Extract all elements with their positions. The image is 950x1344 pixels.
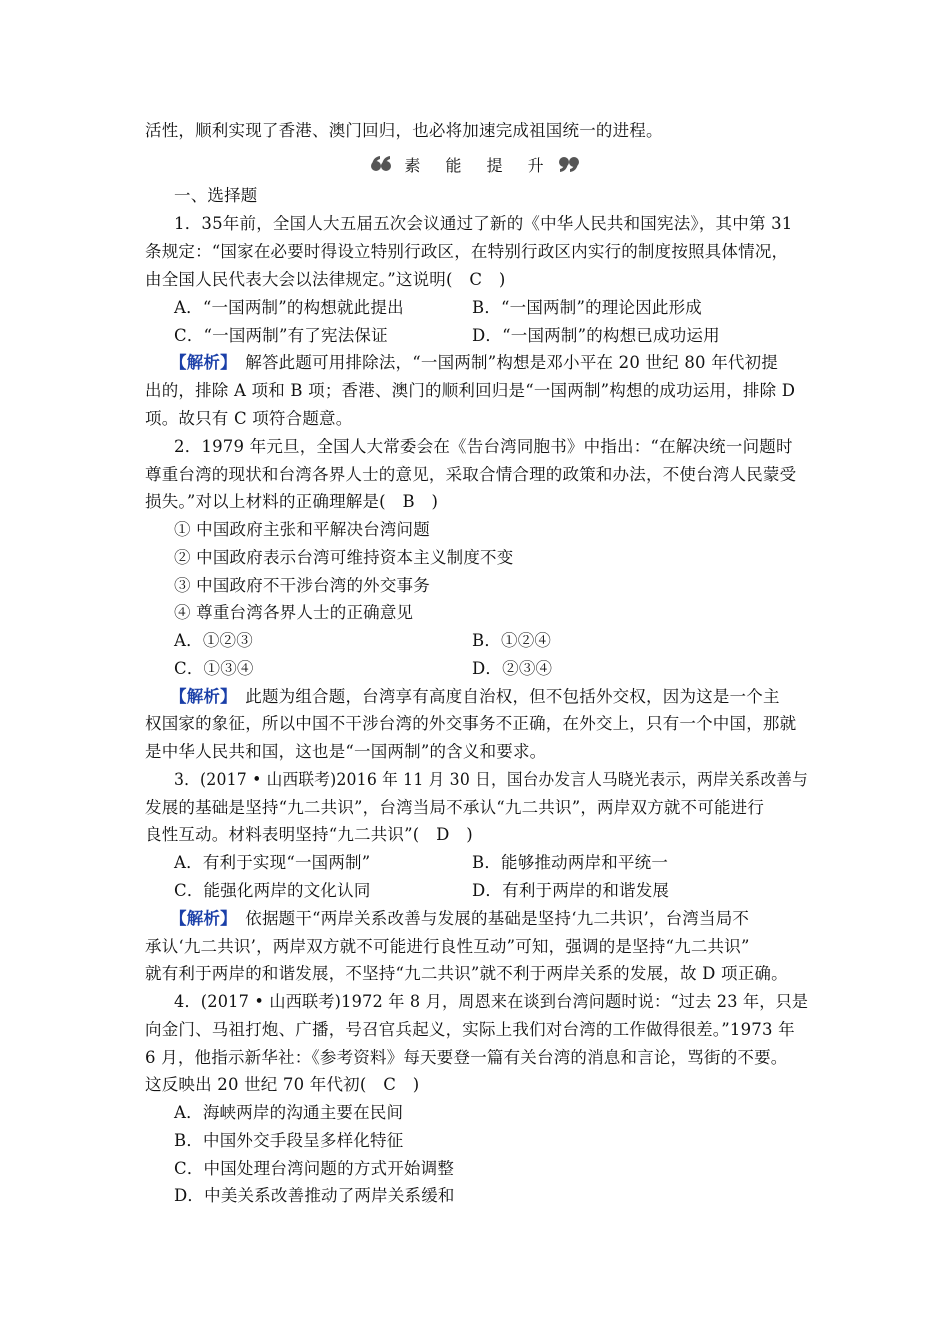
q1-line-1: 1．35年前，全国人大五届五次会议通过了新的《中华人民共和国宪法》，其中第 31 [174, 214, 793, 233]
section-heading: 一、选择题 [174, 186, 258, 205]
q2-analysis-line-3: 是中华人民共和国，这也是“一国两制”的含义和要求。 [145, 742, 547, 761]
q3-option-d: D．有利于两岸的和谐发展 [472, 881, 670, 900]
q3-option-a: A．有利于实现“一国两制” [174, 853, 371, 872]
close-quote-icon [558, 154, 580, 174]
q4-line-1: 4．(2017 • 山西联考)1972 年 8 月，周恩来在谈到台湾问题时说：“过去 23 年，只是 [174, 992, 809, 1011]
q3-option-b: B．能够推动两岸和平统一 [472, 853, 669, 872]
q3-analysis-line-3: 就有利于两岸的和谐发展，不坚持“九二共识”就不利于两岸关系的发展，故 D 项正确。 [145, 964, 788, 983]
q3-line-2: 发展的基础是坚持“九二共识”，台湾当局不承认“九二共识”，两岸双方就不可能进行 [145, 798, 765, 817]
q1-line-3: 由全国人民代表大会以法律规定。”这说明( C ) [145, 270, 506, 289]
banner-title: 素 能 提 升 [404, 155, 554, 175]
q4-line-4: 这反映出 20 世纪 70 年代初( C ) [145, 1075, 420, 1094]
q1-analysis-text-1: 解答此题可用排除法，“一国两制”构想是邓小平在 20 世纪 80 年代初提 [228, 353, 779, 372]
q4-line-2: 向金门、马祖打炮、广播，号召官兵起义，实际上我们对台湾的工作做得很差。”1973 年 [145, 1020, 795, 1039]
q1-option-c: C．“一国两制”有了宪法保证 [174, 326, 388, 345]
q2-analysis-text-1: 此题为组合题，台湾享有高度自治权，但不包括外交权，因为这是一个主 [228, 687, 780, 706]
q2-line-1: 2．1979 年元旦，全国人大常委会在《告台湾同胞书》中指出：“在解决统一问题时 [174, 437, 793, 456]
q1-analysis-line-2: 出的，排除 A 项和 B 项；香港、澳门的顺利回归是“一国两制”构想的成功运用，排除 D [145, 381, 796, 400]
section-banner [0, 150, 950, 178]
q2-line-3: 损失。”对以上材料的正确理解是( B ) [145, 492, 439, 511]
q3-option-c: C．能强化两岸的文化认同 [174, 881, 371, 900]
q2-analysis-line-2: 权国家的象征，所以中国不干涉台湾的外交事务不正确，在外交上，只有一个中国，那就 [145, 714, 797, 733]
q3-line-3: 良性互动。材料表明坚持“九二共识”( D ) [145, 825, 473, 844]
q2-analysis-line-1 [170, 686, 780, 708]
q4-option-b: B．中国外交手段呈多样化特征 [174, 1131, 404, 1150]
q1-analysis-line-3: 项。故只有 C 项符合题意。 [145, 409, 353, 428]
q2-item-3: ③ 中国政府不干涉台湾的外交事务 [174, 576, 430, 595]
q2-option-c: C．①③④ [174, 659, 254, 678]
q2-item-1: ① 中国政府主张和平解决台湾问题 [174, 520, 430, 539]
q2-option-a: A．①②③ [174, 631, 253, 650]
q2-item-4: ④ 尊重台湾各界人士的正确意见 [174, 603, 414, 622]
q3-analysis-text-1: 依据题干“两岸关系改善与发展的基础是坚持‘九二共识’，台湾当局不 [228, 909, 750, 928]
q3-line-1: 3．(2017 • 山西联考)2016 年 11 月 30 日，国台办发言人马晓光表示，两岸关系改善与 [174, 770, 808, 789]
q2-option-b: B．①②④ [472, 631, 552, 650]
open-quote-icon [370, 154, 392, 174]
q1-line-2: 条规定：“国家在必要时得设立特别行政区，在特别行政区内实行的制度按照具体情况， [145, 242, 789, 261]
q4-option-c: C．中国处理台湾问题的方式开始调整 [174, 1159, 455, 1178]
q2-option-d: D．②③④ [472, 659, 553, 678]
q2-item-2: ② 中国政府表示台湾可维持资本主义制度不变 [174, 548, 514, 567]
q4-option-d: D．中美关系改善推动了两岸关系缓和 [174, 1186, 455, 1205]
q1-option-b: B．“一国两制”的理论因此形成 [472, 298, 702, 317]
q2-line-2: 尊重台湾的现状和台湾各界人士的意见，采取合情合理的政策和办法，不使台湾人民蒙受 [145, 465, 797, 484]
analysis-tag: 【解析】 [170, 353, 229, 372]
q1-option-d: D．“一国两制”的构想已成功运用 [472, 326, 720, 345]
analysis-tag: 【解析】 [170, 909, 229, 928]
q3-analysis-line-2: 承认‘九二共识’，两岸双方就不可能进行良性互动”可知，强调的是坚持“九二共识” [145, 937, 750, 956]
q4-option-a: A．海峡两岸的沟通主要在民间 [174, 1103, 404, 1122]
analysis-tag: 【解析】 [170, 687, 229, 706]
q4-line-3: 6 月，他指示新华社：《参考资料》每天要登一篇有关台湾的消息和言论，骂街的不要。 [145, 1048, 788, 1067]
q1-option-a: A．“一国两制”的构想就此提出 [174, 298, 404, 317]
intro-line: 活性，顺利实现了香港、澳门回归，也必将加速完成祖国统一的进程。 [145, 121, 663, 140]
q1-analysis-line-1 [170, 352, 778, 374]
q3-analysis-line-1 [170, 908, 749, 930]
